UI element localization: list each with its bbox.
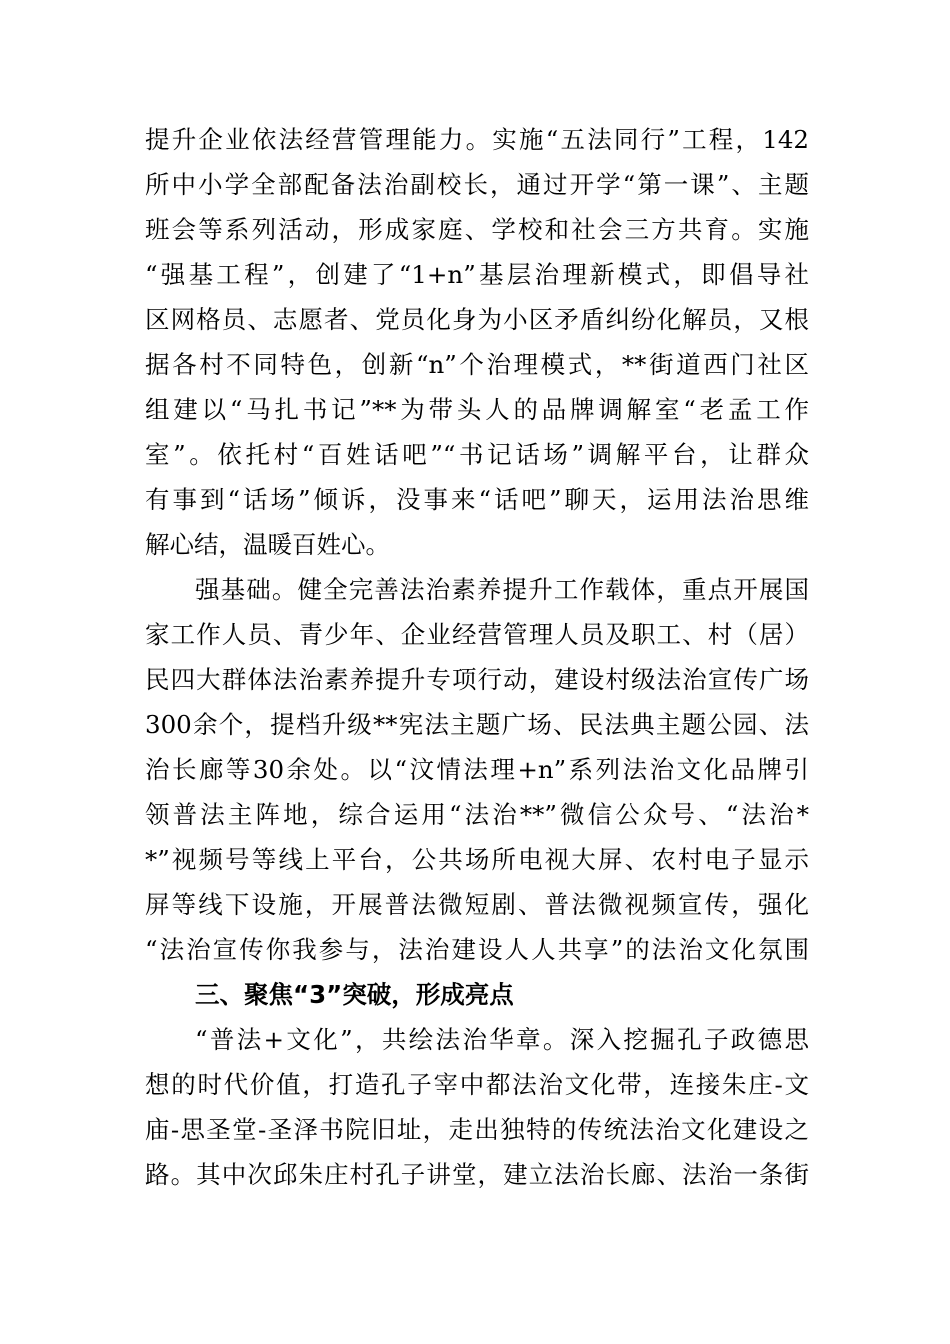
text-line: “法治宣传你我参与，法治建设人人共享”的法治文化氛围 — [145, 935, 809, 964]
text-line: 民四大群体法治素养提升专项行动，建设村级法治宣传广场 — [145, 665, 809, 694]
text-line: 领普法主阵地，综合运用“法治**”微信公众号、“法治* — [145, 800, 809, 829]
text-line: 室”。依托村“百姓话吧”“书记话场”调解平台，让群众 — [145, 440, 809, 469]
section-heading: 三、聚焦“3”突破，形成亮点 — [195, 980, 514, 1009]
body-text — [145, 117, 809, 1197]
text-line: 有事到“话场”倾诉，没事来“话吧”聊天，运用法治思维 — [145, 485, 809, 514]
text-line: “普法+文化”，共绘法治华章。深入挖掘孔子政德思 — [195, 1025, 809, 1054]
text-line: 300余个，提档升级**宪法主题广场、民法典主题公园、法 — [145, 710, 809, 739]
text-line: 治长廊等30余处。以“汶情法理+n”系列法治文化品牌引 — [145, 755, 809, 784]
text-line: “强基工程”，创建了“1+n”基层治理新模式，即倡导社 — [145, 260, 809, 289]
text-line: 据各村不同特色，创新“n”个治理模式，**街道西门社区 — [145, 350, 809, 379]
text-line: *”视频号等线上平台，公共场所电视大屏、农村电子显示 — [145, 845, 809, 874]
text-line: 强基础。健全完善法治素养提升工作载体，重点开展国 — [195, 575, 809, 604]
text-line: 组建以“马扎书记”**为带头人的品牌调解室“老孟工作 — [145, 395, 809, 424]
text-line: 家工作人员、青少年、企业经营管理人员及职工、村（居） — [145, 620, 809, 649]
text-line: 想的时代价值，打造孔子宰中都法治文化带，连接朱庄-文 — [145, 1070, 809, 1099]
text-line: 解心结，温暖百姓心。 — [145, 530, 390, 559]
text-line: 屏等线下设施，开展普法微短剧、普法微视频宣传，强化 — [145, 890, 809, 919]
text-line: 庙-思圣堂-圣泽书院旧址，走出独特的传统法治文化建设之 — [145, 1115, 809, 1144]
text-line: 班会等系列活动，形成家庭、学校和社会三方共育。实施 — [145, 215, 809, 244]
text-line: 路。其中次邱朱庄村孔子讲堂，建立法治长廊、法治一条街 — [145, 1160, 809, 1189]
text-line: 所中小学全部配备法治副校长，通过开学“第一课”、主题 — [145, 170, 809, 199]
text-line: 区网格员、志愿者、党员化身为小区矛盾纠纷化解员，又根 — [145, 305, 809, 334]
text-line: 提升企业依法经营管理能力。实施“五法同行”工程，142 — [145, 125, 809, 154]
